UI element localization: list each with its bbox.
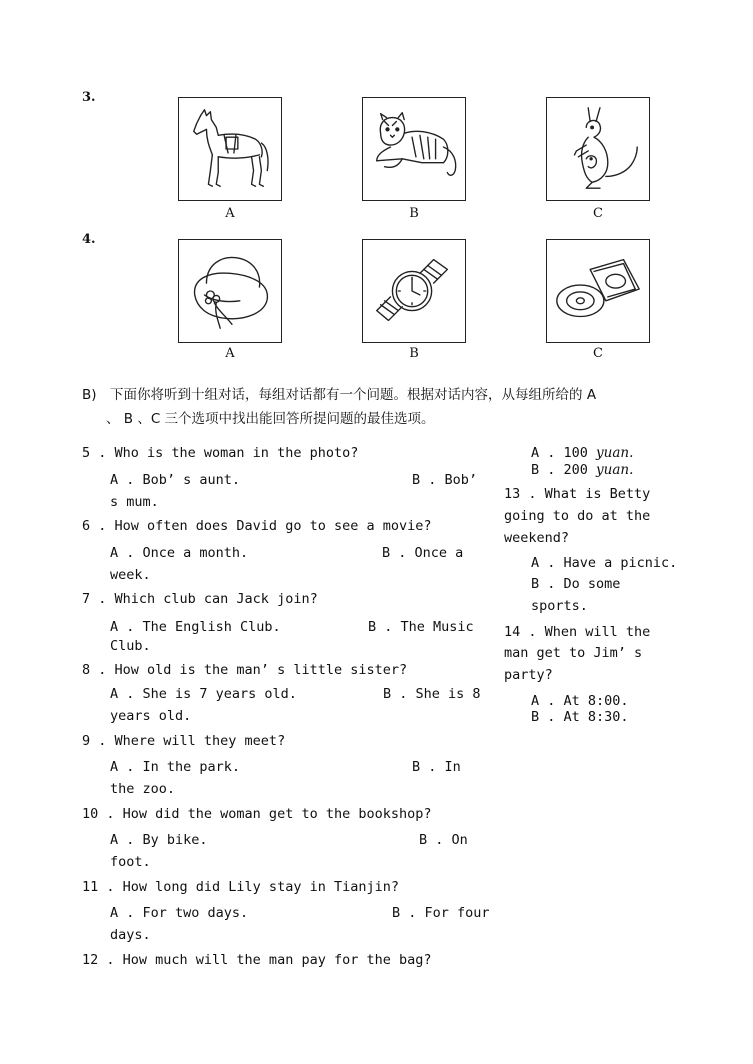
question-13-line-1: 13 . What is Betty bbox=[504, 486, 651, 502]
question-11-option-b-cont: days. bbox=[110, 927, 151, 943]
question-13-option-b-cont: sports. bbox=[531, 598, 588, 614]
question-number-4: 4. bbox=[82, 232, 96, 247]
question-8: 8 . How old is the man’ s little sister? bbox=[82, 662, 408, 678]
question-6-option-b-cont: week. bbox=[110, 567, 151, 583]
question-12-option-b-text: B . 200 bbox=[531, 462, 597, 478]
picture-3b[interactable] bbox=[362, 97, 466, 201]
question-11-option-a[interactable]: A . For two days. bbox=[110, 905, 249, 921]
option-label-4a: A bbox=[225, 346, 235, 361]
question-6-option-b[interactable]: B . Once a bbox=[382, 545, 464, 561]
question-10-option-b[interactable]: B . On bbox=[419, 832, 468, 848]
question-10-option-b-cont: foot. bbox=[110, 854, 151, 870]
picture-3c[interactable] bbox=[546, 97, 650, 201]
question-6: 6 . How often does David go to see a movie? bbox=[82, 518, 432, 534]
question-13-line-3: weekend? bbox=[504, 530, 570, 546]
option-label-3a: A bbox=[225, 206, 235, 221]
question-7-option-b-cont: Club. bbox=[110, 638, 151, 654]
question-9-option-a[interactable]: A . In the park. bbox=[110, 759, 241, 775]
question-9: 9 . Where will they meet? bbox=[82, 733, 286, 749]
question-6-option-a[interactable]: A . Once a month. bbox=[110, 545, 249, 561]
question-12-option-a-unit: yuan. bbox=[596, 445, 634, 461]
question-11: 11 . How long did Lily stay in Tianjin? bbox=[82, 879, 399, 895]
question-7: 7 . Which club can Jack join? bbox=[82, 591, 318, 607]
question-13-line-2: going to do at the bbox=[504, 508, 651, 524]
question-5: 5 . Who is the woman in the photo? bbox=[82, 445, 359, 461]
picture-4b[interactable] bbox=[362, 239, 466, 343]
hat-icon bbox=[179, 240, 281, 342]
section-b-instruction-line-1: B) 下面你将听到十组对话，每组对话都有一个问题。根据对话内容，从每组所给的 A bbox=[82, 387, 597, 403]
watch-icon bbox=[363, 240, 465, 342]
question-8-option-b-cont: years old. bbox=[110, 708, 192, 724]
question-14-line-1: 14 . When will the bbox=[504, 624, 651, 640]
question-9-option-b-cont: the zoo. bbox=[110, 781, 176, 797]
question-10-option-a[interactable]: A . By bike. bbox=[110, 832, 208, 848]
option-label-4c: C bbox=[593, 346, 603, 361]
question-8-option-a[interactable]: A . She is 7 years old. bbox=[110, 686, 297, 702]
section-b-instruction-line-2: 、 B 、C 三个选项中找出能回答所提问题的最佳选项。 bbox=[106, 411, 435, 427]
horse-icon bbox=[179, 98, 281, 200]
question-5-option-b[interactable]: B . Bob’ bbox=[412, 472, 478, 488]
option-label-3c: C bbox=[593, 206, 603, 221]
question-12-option-b[interactable] bbox=[531, 461, 633, 479]
picture-4a[interactable] bbox=[178, 239, 282, 343]
question-14-line-2: man get to Jim’ s bbox=[504, 645, 643, 661]
question-12-option-a-text: A . 100 bbox=[531, 445, 597, 461]
picture-4c[interactable] bbox=[546, 239, 650, 343]
question-14-option-b[interactable]: B . At 8:30. bbox=[531, 709, 629, 725]
option-label-4b: B bbox=[409, 346, 419, 361]
question-13-option-a[interactable]: A . Have a picnic. bbox=[531, 555, 678, 571]
option-label-3b: B bbox=[409, 206, 419, 221]
question-14-line-3: party? bbox=[504, 667, 553, 683]
tiger-icon bbox=[363, 98, 465, 200]
picture-3a[interactable] bbox=[178, 97, 282, 201]
question-5-option-a[interactable]: A . Bob’ s aunt. bbox=[110, 472, 241, 488]
question-number-3: 3. bbox=[82, 90, 96, 105]
kangaroo-icon bbox=[547, 98, 649, 200]
question-7-option-b[interactable]: B . The Music bbox=[368, 619, 474, 635]
question-14-option-a[interactable]: A . At 8:00. bbox=[531, 693, 629, 709]
question-8-option-b[interactable]: B . She is 8 bbox=[383, 686, 481, 702]
question-7-option-a[interactable]: A . The English Club. bbox=[110, 619, 281, 635]
question-11-option-b[interactable]: B . For four bbox=[392, 905, 490, 921]
question-9-option-b[interactable]: B . In bbox=[412, 759, 461, 775]
question-12: 12 . How much will the man pay for the bag? bbox=[82, 952, 432, 968]
question-13-option-b[interactable]: B . Do some bbox=[531, 576, 621, 592]
question-12-option-b-unit: yuan. bbox=[596, 462, 634, 478]
cd-icon bbox=[547, 240, 649, 342]
question-12-option-a[interactable] bbox=[531, 444, 633, 462]
question-5-option-b-cont: s mum. bbox=[110, 494, 159, 510]
question-10: 10 . How did the woman get to the bookshop? bbox=[82, 806, 432, 822]
